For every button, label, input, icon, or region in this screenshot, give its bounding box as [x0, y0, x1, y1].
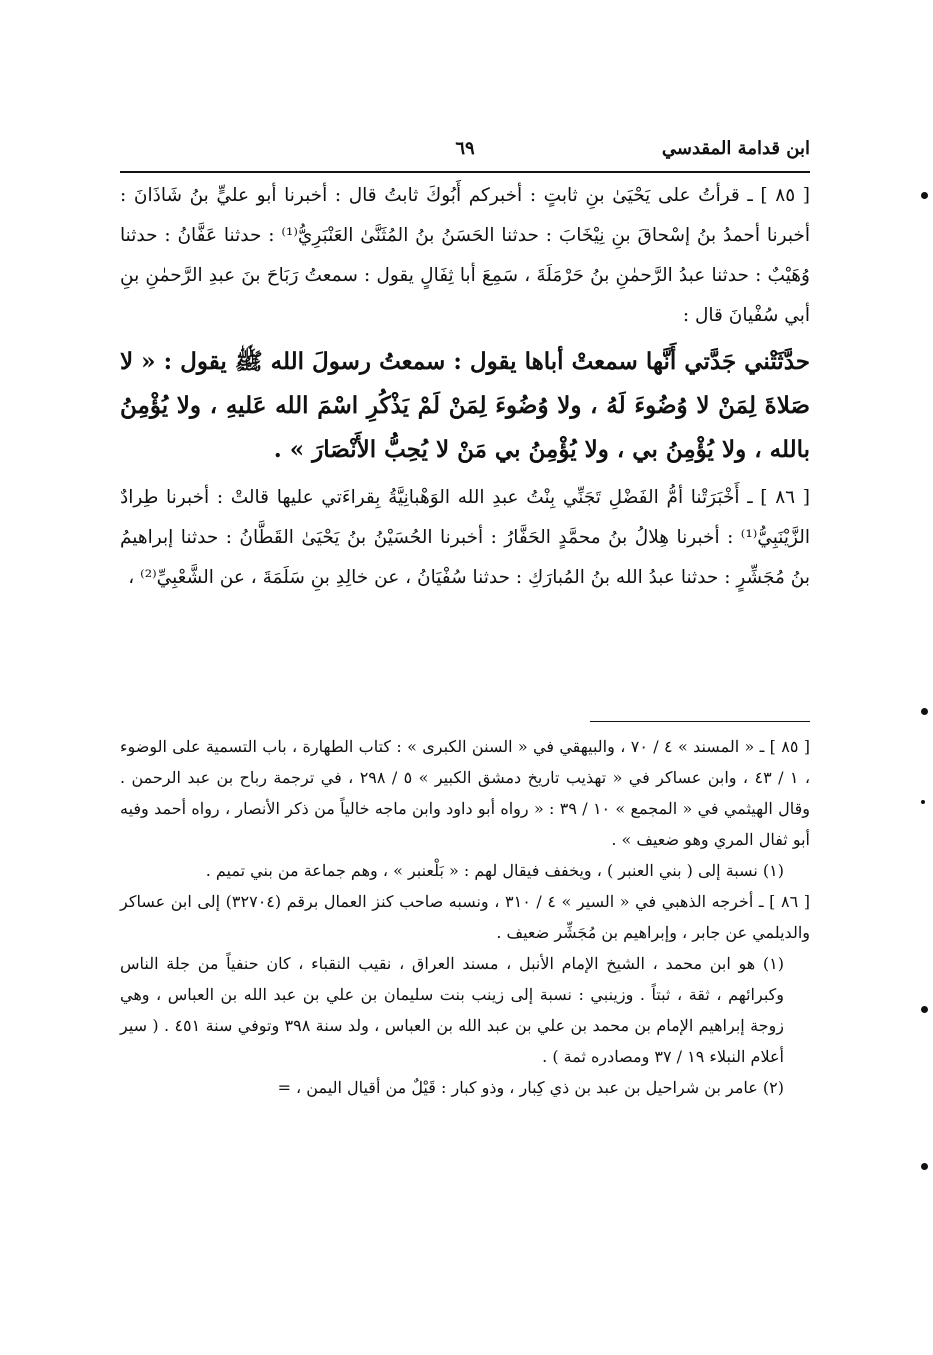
scan-dot: [921, 800, 925, 804]
footnote-85: [ ٨٥ ] ـ « المسند » ٤ / ٧٠ ، والبيهقي في « السنن الكبرى » : كتاب الطهارة ، باب التسمية على الوضوء ، ١ / ٤٣ ، وابن عساكر في « تهذيب تاريخ دمشق الكبير » ٥ / ٢٩٨ ، في ترجمة رباح بن عبد الرحمن . وقال الهيثمي في « المجمع » ١٠ / ٣٩ : « رواه أبو داود وابن ماجه خالياً من ذكر الأنصار ، رواه أحمد وفيه أبو ثفال المري وهو ضعيف » .: [120, 737, 811, 849]
footnote-86-2: (٢) عامر بن شراحيل بن عبد بن ذي كِبار ، وذو كبار : قَيْلٌ من أقيال اليمن ، =: [277, 1078, 784, 1097]
footnote-rule: [590, 721, 810, 722]
scan-dot: [921, 1163, 928, 1170]
page-number: ٦٩: [455, 138, 475, 159]
hadith-85: حدَّثَتْني جَدَّتي أَنَّها سمعتْ أباها يقول : سمعتُ رسولَ الله ﷺ يقول : « لا صَلاةَ لِمَنْ لا وُضُوءَ لَهُ ، ولا وُضُوءَ لِمَنْ لَمْ يَذْكُرِ اسْمَ الله عَليهِ ، ولا يُؤْمِنُ بالله ، ولا يُؤْمِنُ بي ، ولا يُؤْمِنُ بي مَنْ لا يُحِبُّ الأَنْصَارَ » .: [120, 348, 810, 463]
footnote-85-1: (١) نسبة إلى ( بني العنبر ) ، ويخفف فيقال لهم : « بَلْعنبر » ، وهم جماعة من بني تميم .: [205, 861, 784, 880]
scan-dot: [921, 1006, 928, 1013]
page-header: [120, 138, 810, 170]
scan-dot: [921, 192, 928, 199]
scan-dot: [921, 708, 928, 715]
footnote-86: [ ٨٦ ] ـ أخرجه الذهبي في « السير » ٤ / ٣١٠ ، ونسبه صاحب كنز العمال برقم (٣٢٧٠٤) إلى ابن عساكر والديلمي عن جابر ، وإبراهيم بن مُجَشِّر ضعيف .: [120, 892, 811, 942]
running-title: ابن قدامة المقدسي: [661, 138, 810, 159]
header-rule: [120, 171, 810, 173]
footnotes: [120, 731, 810, 1103]
main-text: [120, 176, 810, 598]
paragraph-85: [ ٨٥ ] ـ قرأتُ على يَحْيَىٰ بنِ ثابتٍ : أخبركم أَبُوكَ ثابتُ قال : أخبرنا أبو عليٍّ بنُ شَاذَانَ : أخبرنا أحمدُ بنُ إسْحاقَ بنِ نِيْخَابَ : حدثنا الحَسَنُ بنُ المُثَنَّىٰ العَنْبَرِيُّ⁽¹⁾ : حدثنا عَفَّانُ : حدثنا وُهَيْبٌ : حدثنا عبدُ الرَّحمٰنِ بنُ حَرْمَلَةَ ، سَمِعَ أبا ثِفَالٍ يقول : سمعتُ رَبَاحَ بنَ عبدِ الرَّحمٰنِ بنِ أبي سُفْيانَ قال :: [120, 185, 810, 326]
paragraph-86: [ ٨٦ ] ـ أَخْبَرَتْنا أمُّ الفَضْلِ تَجَنِّي بِنْتُ عبدِ الله الوَهْبانِيَّةُ بِقراءَتي عليها قالتْ : أخبرنا طِرادٌ الزَّيْنَبِيُّ⁽¹⁾ : أخبرنا هِلالُ بنُ محمَّدٍ الحَفَّارُ : أخبرنا الحُسَيْنُ بنُ يَحْيَىٰ القَطَّانُ : حدثنا إبراهيمُ بنُ مُجَشِّرٍ : حدثنا عبدُ الله بنُ المُبارَكِ : حدثنا سُفْيَانُ ، عن خالِدِ بنِ سَلَمَةَ ، عن الشَّعْبِيِّ⁽²⁾ ،: [120, 487, 810, 588]
footnote-86-1: (١) هو ابن محمد ، الشيخ الإمام الأنبل ، مسند العراق ، نقيب النقباء ، كان حنفياً من جلة الناس وكبرائهم ، ثقة ، ثبتاً . وزينبي : نسبة إلى زينب بنت سليمان بن علي بن عبد الله بن العباس ، وهي زوجة إبراهيم الإمام بن محمد بن علي بن عبد الله بن العباس ، ولد سنة ٣٩٨ وتوفي سنة ٤٥١ . ( سير أعلام النبلاء ١٩ / ٣٧ ومصادره ثمة ) .: [120, 954, 784, 1066]
